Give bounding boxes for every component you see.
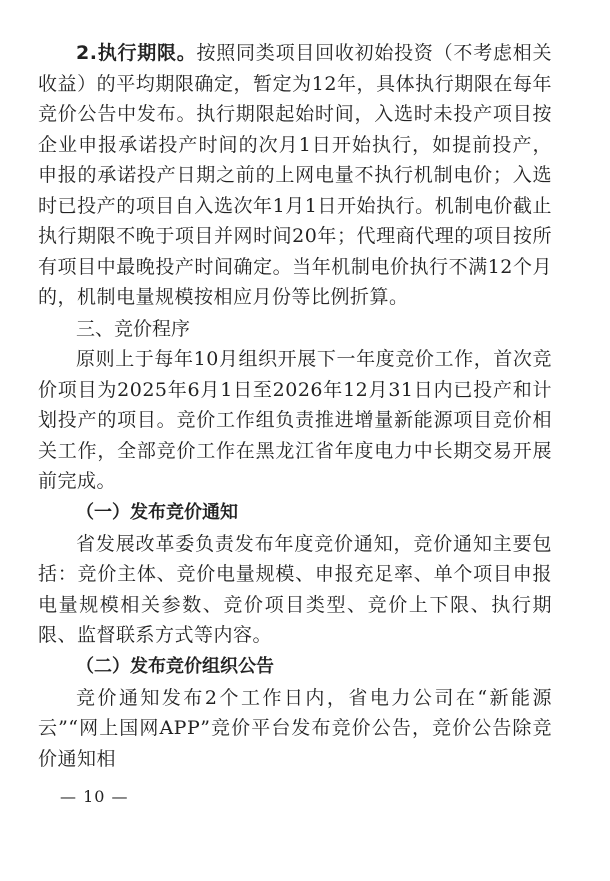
section2-paragraph bbox=[38, 38, 552, 313]
section2-lead: 2.执行期限。 bbox=[76, 42, 197, 64]
section2-text: 按照同类项目回收初始投资（不考虑相关收益）的平均期限确定，暂定为12年，具体执行期限在每年竞价公告中发布。执行期限起始时间，入选时未投产项目按企业申报承诺投产时间的次月1日开始执行，如提前投产，申报的承诺投产日期之前的上网电量不执行机制电价；入选时已投产的项目自入选次年1月1日开始执行。机制电价截止执行期限不晚于项目并网时间20年；代理商代理的项目按所有项目中最晚投产时间确定。当年机制电价执行不满12个月的，机制电量规模按相应月份等比例折算。 bbox=[38, 42, 552, 308]
sub1-paragraph: 省发展改革委负责发布年度竞价通知，竞价通知主要包括：竞价主体、竞价电量规模、申报充足率、单个项目申报电量规模相关参数、竞价项目类型、竞价上下限、执行期限、监督联系方式等内容。 bbox=[38, 532, 552, 646]
document-page bbox=[38, 38, 552, 774]
section3-heading: 三、竞价程序 bbox=[76, 317, 191, 340]
section3-paragraph: 原则上于每年10月组织开展下一年度竞价工作，首次竞价项目为2025年6月1日至2026年12月31日内已投产和计划投产的项目。竞价工作组负责推进增量新能源项目竞价相关工作，全部竞价工作在黑龙江省年度电力中长期交易开展前完成。 bbox=[38, 348, 552, 492]
sub1-heading: （一）发布竞价通知 bbox=[76, 501, 238, 523]
sub2-paragraph: 竞价通知发布2个工作日内，省电力公司在“新能源云”“网上国网APP”竞价平台发布竞价公告，竞价公告除竞价通知相 bbox=[38, 686, 552, 770]
page-number: — 10 — bbox=[60, 787, 129, 806]
sub2-heading: （二）发布竞价组织公告 bbox=[76, 655, 274, 677]
